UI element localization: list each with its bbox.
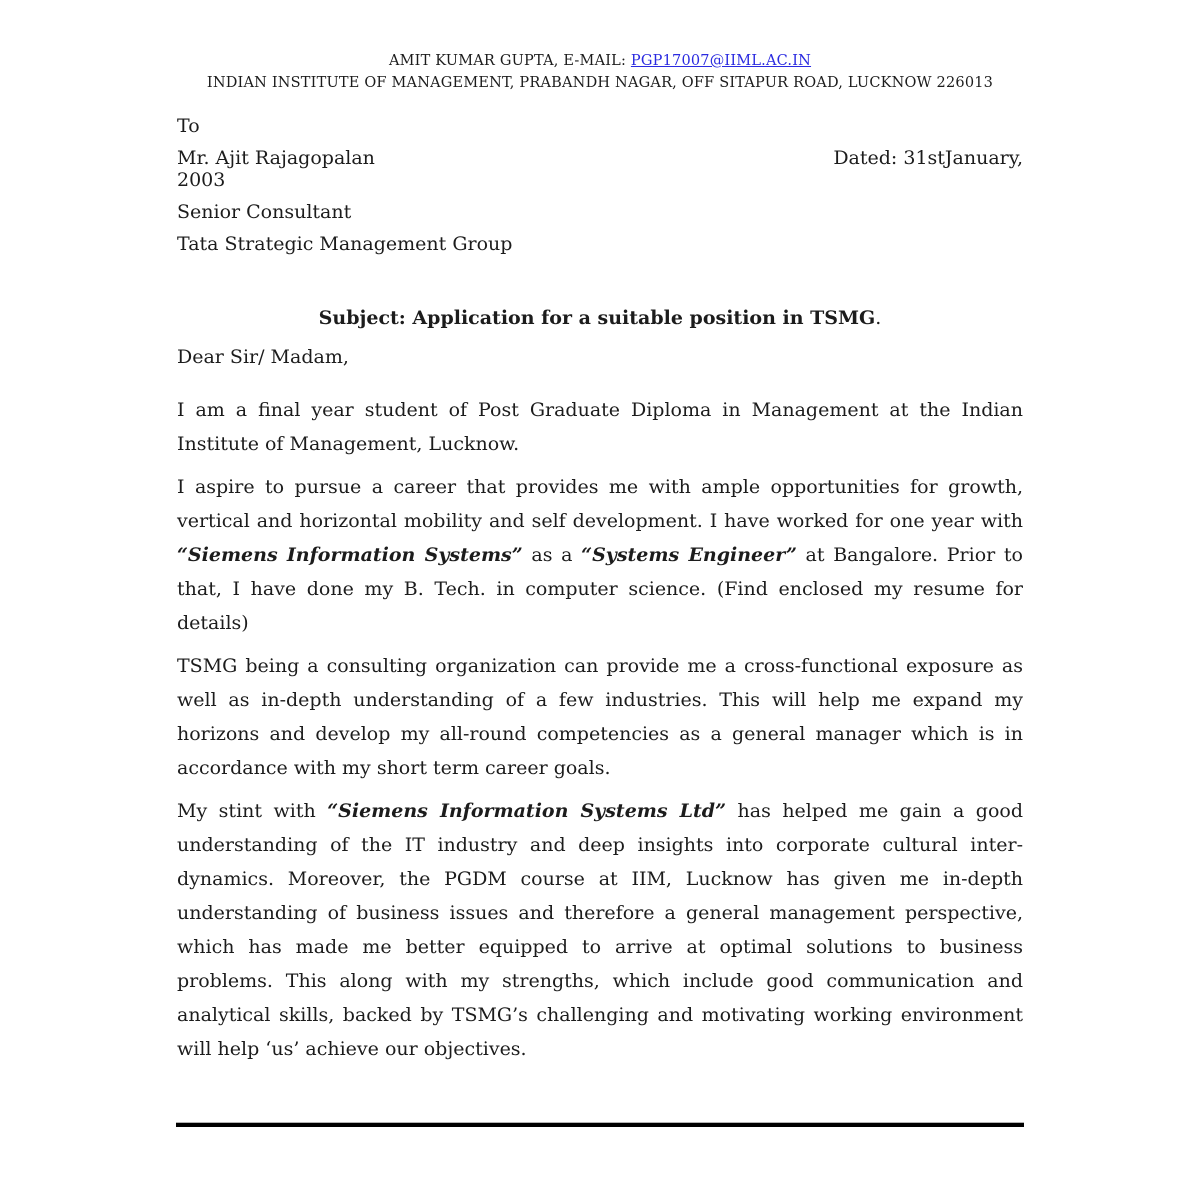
salutation: Dear Sir/ Madam,: [177, 346, 349, 368]
subject-period: .: [875, 307, 882, 329]
email-link[interactable]: PGP17007@IIML.AC.IN: [630, 53, 812, 69]
body-paragraph-3: [177, 649, 1023, 785]
footer-divider: [176, 1122, 1024, 1127]
date-line: Dated: 31stJanuary,: [833, 147, 1023, 169]
paragraph-text: TSMG being a consulting organization can provide me a cross-functional exposure as well as in-depth understanding of a few industries. This will help me expand my horizons and develop my all-round competencies as a general manager which is in accordance with my short term career goals.: [177, 655, 1023, 779]
body-paragraph-1: [177, 393, 1023, 461]
sender-name-email-label: AMIT KUMAR GUPTA, E-MAIL:: [388, 53, 631, 69]
body-paragraph-4: [177, 794, 1023, 1066]
paragraph-text: at Bangalore. Prior to that, I have done my B. Tech. in computer science. (Find enclosed my resume for details): [177, 544, 1023, 634]
subject-text: Subject: Application for a suitable position in TSMG: [318, 307, 876, 329]
company-emphasis: “Siemens Information Systems Ltd”: [327, 800, 727, 822]
recipient-name-line: [177, 147, 1023, 169]
to-label: To: [177, 115, 200, 137]
letterhead: [80, 0, 1120, 94]
role-emphasis: “Systems Engineer”: [581, 544, 797, 566]
company-emphasis: “Siemens Information Systems”: [177, 544, 523, 566]
paragraph-text: I am a final year student of Post Graduate Diploma in Management at the Indian Institute of Management, Lucknow.: [177, 399, 1023, 455]
letterhead-line2: INDIAN INSTITUTE OF MANAGEMENT, PRABANDH NAGAR, OFF SITAPUR ROAD, LUCKNOW 226013: [206, 75, 994, 91]
paragraph-text: I aspire to pursue a career that provides me with ample opportunities for growth, vertical and horizontal mobility and self development. I have worked for one year with: [177, 476, 1023, 532]
recipient-block: [177, 115, 1023, 255]
letterhead-line1: [80, 50, 1120, 72]
paragraph-text: as a: [522, 544, 582, 566]
date-year: 2003: [177, 169, 226, 191]
recipient-name: Mr. Ajit Rajagopalan: [177, 147, 375, 169]
letter-body: [177, 115, 1023, 1066]
paragraph-text: has helped me gain a good understanding of the IT industry and deep insights into corporate cultural inter-dynamics. Moreover, the PGDM course at IIM, Lucknow has given me in-depth understanding of business issues and therefore a general management perspective, which has made me better equipped to arrive at optimal solutions to business problems. This along with my strengths, which include good communication and analytical skills, backed by TSMG’s challenging and motivating working environment will help ‘us’ achieve our objectives.: [177, 800, 1024, 1060]
body-paragraph-2: [177, 470, 1023, 640]
subject-line: [177, 305, 1023, 331]
recipient-title: Senior Consultant: [177, 201, 352, 223]
paragraph-text: My stint with: [177, 800, 328, 822]
recipient-company: Tata Strategic Management Group: [177, 233, 513, 255]
